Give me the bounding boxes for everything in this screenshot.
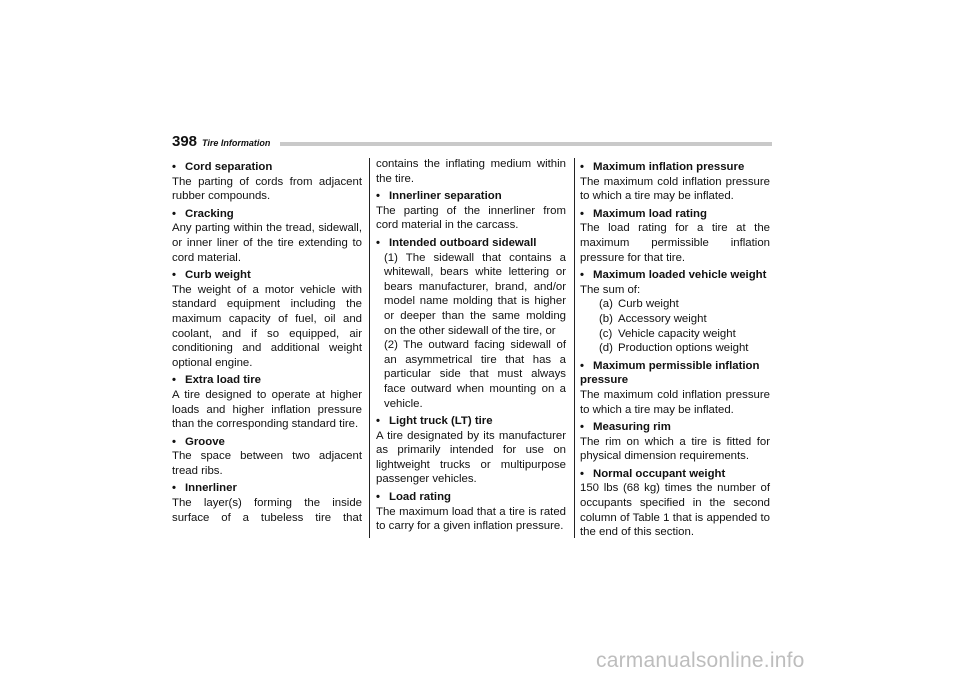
column-3 xyxy=(580,157,770,540)
column-divider-right xyxy=(574,158,575,538)
bullet-icon: • xyxy=(172,482,176,495)
bullet-icon: • xyxy=(172,435,176,448)
term-innerliner: • Innerliner xyxy=(172,482,237,495)
section-title: Tire Information xyxy=(202,138,271,148)
term-maximum-permissible-inflation-pressure: • Maximum permissible inflation pressure xyxy=(580,359,760,387)
bullet-icon: • xyxy=(172,374,176,387)
term-extra-load-tire: • Extra load tire xyxy=(172,374,261,387)
bullet-icon: • xyxy=(376,236,380,249)
definition: A tire designed to operate at higher loads and higher inflation pressure than the corresponding standard tire. xyxy=(172,388,362,431)
term-maximum-inflation-pressure: • Maximum inflation pressure xyxy=(580,161,745,173)
bullet-icon: • xyxy=(376,415,380,428)
column-2 xyxy=(376,157,566,534)
header-rule xyxy=(280,142,772,146)
page-header xyxy=(172,134,772,152)
column-divider-left xyxy=(369,158,370,538)
term-load-rating: • Load rating xyxy=(376,491,452,504)
definition: Any parting within the tread, sidewall, or inner liner of the tire extending to cord material. xyxy=(172,222,362,264)
definition: The maximum cold inflation pressure to which a tire may be inflated. xyxy=(580,175,770,203)
definition: The maximum load that a tire is rated to carry for a given inflation pressure. xyxy=(376,505,566,533)
bullet-icon: • xyxy=(580,421,584,434)
watermark: carmanualsonline.info xyxy=(596,649,805,672)
definition: The weight of a motor vehicle with standard equipment including the maximum capacity of fuel, oil and coolant, and if so equipped, air conditioning and additional weight optional engine. xyxy=(172,283,362,369)
bullet-icon: • xyxy=(172,207,176,220)
bullet-icon: • xyxy=(580,269,584,282)
term-measuring-rim: • Measuring rim xyxy=(580,421,671,434)
list-item: (d) Production options weight xyxy=(599,342,749,355)
term-curb-weight: • Curb weight xyxy=(172,269,251,282)
definition: The parting of the innerliner from cord material in the carcass. xyxy=(376,204,566,232)
definition: A tire designated by its manufacturer as primarily intended for use on lightweight trucks or multipurpose passenger vehicles. xyxy=(376,429,566,486)
term-light-truck-tire: • Light truck (LT) tire xyxy=(376,415,493,428)
term-cracking: • Cracking xyxy=(172,207,234,220)
bullet-icon: • xyxy=(172,269,176,282)
definition: 150 lbs (68 kg) times the number of occupants specified in the second column of Table 1 that is appended to the end of this section. xyxy=(580,482,770,539)
list-item: (a) Curb weight xyxy=(599,298,679,311)
term-innerliner-separation: • Innerliner separation xyxy=(376,190,502,203)
definition: The space between two adjacent tread ribs. xyxy=(172,450,362,477)
definition: The rim on which a tire is fitted for physical dimension requirements. xyxy=(580,435,770,463)
bullet-icon: • xyxy=(376,190,380,203)
list-item: (c) Vehicle capacity weight xyxy=(599,327,736,340)
bullet-icon: • xyxy=(172,161,176,173)
term-cord-separation: • Cord separation xyxy=(172,161,273,173)
bullet-icon: • xyxy=(580,467,584,480)
bullet-icon: • xyxy=(580,359,584,372)
term-intended-outboard-sidewall: • Intended outboard sidewall xyxy=(376,236,537,249)
sub-item-2: (2) The outward facing sidewall of an asymmetrical tire that has a particular side that must always face outward when mounting on a vehicle. xyxy=(384,339,566,410)
sub-item-1: (1) The sidewall that contains a whitewall, bears white lettering or bears manufacturer, brand, and/or model name molding that is higher or deeper than the same molding on the other sidewall of the tire, or xyxy=(384,251,566,337)
list-item: (b) Accessory weight xyxy=(599,312,707,325)
bullet-icon: • xyxy=(580,161,584,173)
term-maximum-load-rating: • Maximum load rating xyxy=(580,207,707,220)
definition: The load rating for a tire at the maximum permissible inflation pressure for that tire. xyxy=(580,222,770,264)
definition: The layer(s) forming the inside surface of a tubeless tire that xyxy=(172,497,362,524)
column-1 xyxy=(172,157,362,525)
definition: The parting of cords from adjacent rubber compounds. xyxy=(172,175,362,203)
definition: The maximum cold inflation pressure to which a tire may be inflated. xyxy=(580,388,770,416)
term-groove: • Groove xyxy=(172,435,225,448)
term-maximum-loaded-vehicle-weight: • Maximum loaded vehicle weight xyxy=(580,269,767,282)
bullet-icon: • xyxy=(376,491,380,504)
bullet-icon: • xyxy=(580,207,584,220)
definition: The sum of: xyxy=(580,283,641,296)
definition-continuation: contains the inflating medium within the tire. xyxy=(376,158,566,185)
page-number: 398 xyxy=(172,133,198,150)
term-normal-occupant-weight: • Normal occupant weight xyxy=(580,467,726,480)
